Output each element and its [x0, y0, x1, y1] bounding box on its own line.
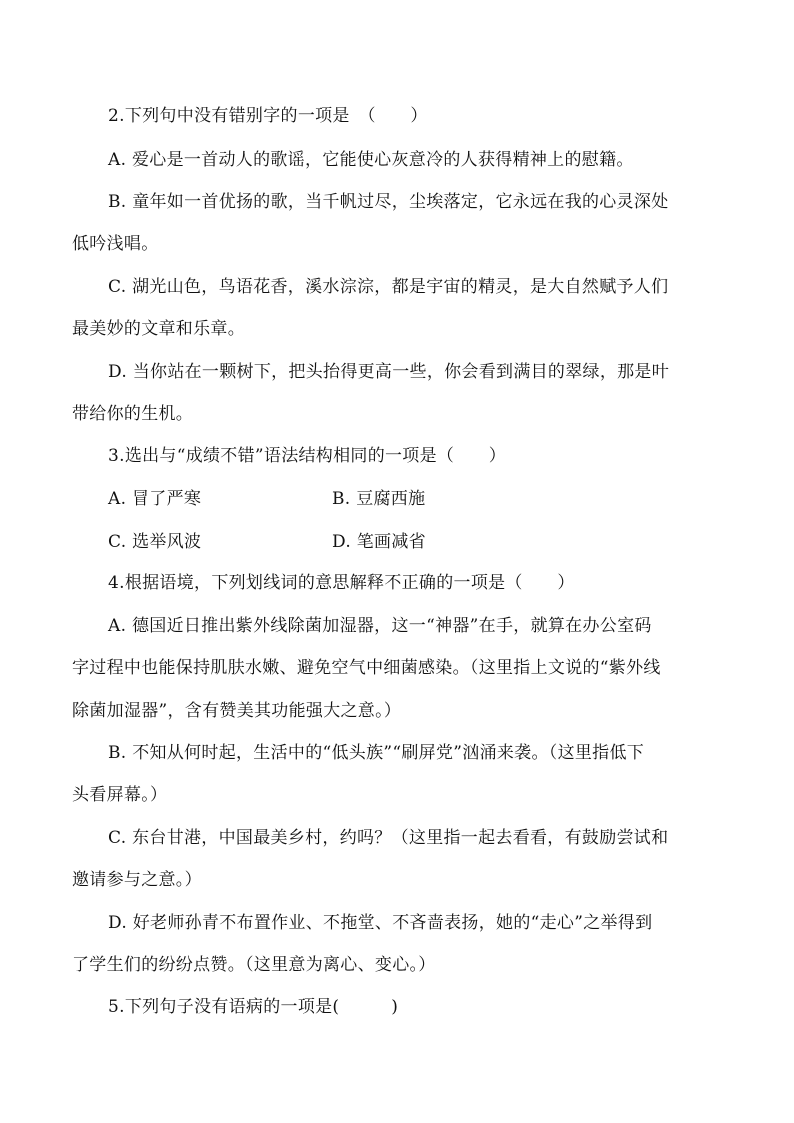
question-2-option-d-line-1: D. 当你站在一颗树下，把头抬得更高一些，你会看到满目的翠绿，那是叶: [108, 362, 670, 382]
question-2-option-c-line-1: C. 湖光山色，鸟语花香，溪水淙淙，都是宇宙的精灵，是大自然赋予人们: [108, 277, 669, 297]
question-4-option-a-line-3: 除菌加湿器”，含有赞美其功能强大之意。）: [72, 701, 402, 721]
question-5-stem: 5.下列句子没有语病的一项是( ): [108, 997, 399, 1017]
question-4-stem: 4.根据语境，下列划线词的意思解释不正确的一项是（ ）: [108, 573, 575, 593]
question-2-option-b-line-1: B. 童年如一首优扬的歌，当千帆过尽，尘埃落定，它永远在我的心灵深处: [108, 192, 669, 212]
question-2-option-d-line-2: 带给你的生机。: [72, 404, 194, 424]
question-4-option-b-line-1: B. 不知从何时起，生活中的“低头族”“刷屏党”汹涌来袭。（这里指低下: [108, 743, 645, 763]
question-3-option-c: C. 选举风波: [108, 532, 202, 552]
question-3-option-b: B. 豆腐西施: [332, 489, 426, 509]
question-4-option-c-line-1: C. 东台甘港，中国最美乡村，约吗？（这里指一起去看看，有鼓励尝试和: [108, 828, 669, 848]
question-4-option-a-line-2: 字过程中也能保持肌肤水嫩、避免空气中细菌感染。（这里指上文说的“紫外线: [72, 658, 661, 678]
question-4-option-a-line-1: A. 德国近日推出紫外线除菌加湿器，这一“神器”在手，就算在办公室码: [108, 616, 652, 636]
question-3-option-a: A. 冒了严寒: [108, 489, 202, 509]
question-4-option-c-line-2: 邀请参与之意。）: [72, 870, 202, 890]
question-3-stem: 3.选出与“成绩不错”语法结构相同的一项是（ ）: [108, 446, 507, 466]
question-2-option-b-line-2: 低吟浅唱。: [72, 234, 159, 254]
question-4-option-d-line-2: 了学生们的纷纷点赞。（这里意为离心、变心。）: [72, 955, 436, 975]
question-2-stem: 2.下列句中没有错别字的一项是 （ ）: [108, 106, 428, 126]
question-2-option-c-line-2: 最美妙的文章和乐章。: [72, 319, 245, 339]
question-2-option-a: A. 爱心是一首动人的歌谣，它能使心灰意冷的人获得精神上的慰籍。: [108, 150, 634, 170]
question-4-option-b-line-2: 头看屏幕。）: [72, 785, 168, 805]
question-3-option-d: D. 笔画减省: [332, 532, 426, 552]
question-4-option-d-line-1: D. 好老师孙青不布置作业、不拖堂、不吝啬表扬，她的“走心”之举得到: [108, 913, 653, 933]
